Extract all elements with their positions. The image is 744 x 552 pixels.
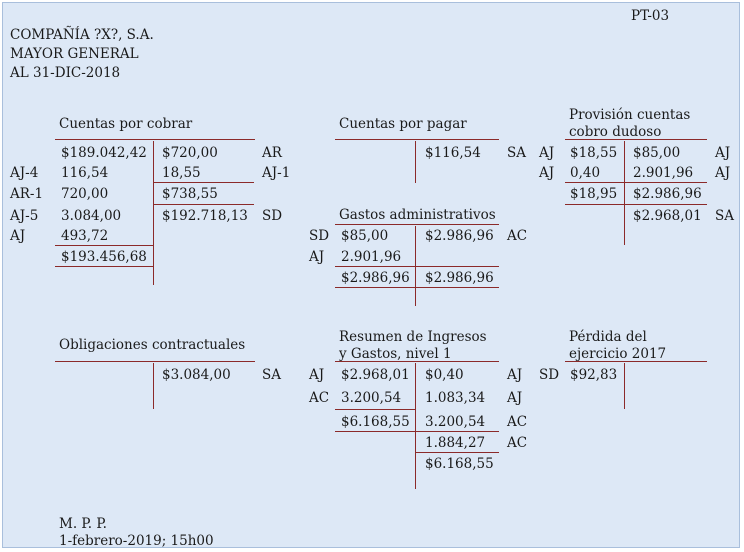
credit-code: AC (507, 228, 528, 244)
credit-amount: 18,55 (162, 165, 201, 181)
credit-amount: $116,54 (425, 145, 481, 161)
total-line (335, 431, 416, 432)
credit-code: AC (507, 435, 528, 451)
author-datetime: 1-febrero-2019; 15h00 (59, 533, 214, 549)
t-account-top-line (335, 224, 499, 225)
credit-code: SA (507, 145, 526, 161)
debit-amount: 116,54 (61, 165, 109, 181)
t-account-divider (153, 141, 154, 285)
t-account-divider (624, 363, 625, 409)
subtotal-line (55, 245, 154, 246)
report-title: MAYOR GENERAL (10, 46, 139, 62)
account-title: y Gastos, nivel 1 (339, 346, 452, 362)
subtotal-line (154, 204, 254, 205)
company-name: COMPAÑÍA ?X?, S.A. (10, 27, 154, 43)
account-title: Provisión cuentas (569, 107, 691, 123)
credit-amount: $738,55 (162, 186, 218, 202)
t-account-top-line (565, 139, 707, 140)
ledger-sheet (2, 2, 740, 548)
total-line (565, 204, 625, 205)
report-date: AL 31-DIC-2018 (10, 65, 121, 81)
credit-code: AC (507, 414, 528, 430)
debit-code: SD (539, 367, 560, 383)
credit-code: AJ (715, 165, 731, 181)
debit-amount: 493,72 (61, 228, 109, 244)
credit-total: $6.168,55 (425, 456, 494, 472)
t-account-divider (624, 141, 625, 245)
debit-total: $18,95 (570, 186, 618, 202)
debit-code: AJ (539, 145, 555, 161)
credit-amount: 2.901,96 (633, 165, 694, 181)
credit-amount: $0,40 (425, 367, 464, 383)
debit-amount: $18,55 (570, 145, 618, 161)
debit-amount: $85,00 (341, 228, 389, 244)
account-title: Cuentas por cobrar (59, 116, 193, 132)
credit-code: AJ-1 (262, 165, 291, 181)
t-account-top-line (55, 361, 255, 362)
debit-total: $6.168,55 (341, 414, 410, 430)
credit-amount: $3.084,00 (162, 367, 231, 383)
credit-code: SD (262, 208, 283, 224)
debit-amount: $2.968,01 (341, 367, 410, 383)
debit-code: AJ (10, 228, 26, 244)
debit-code: AJ-4 (10, 165, 39, 181)
account-title: Obligaciones contractuales (59, 337, 246, 353)
t-account-top-line (565, 361, 707, 362)
debit-amount: 2.901,96 (341, 249, 402, 265)
debit-code: AJ (539, 165, 555, 181)
account-title: Cuentas por pagar (339, 116, 467, 132)
debit-amount: $92,83 (570, 367, 618, 383)
author-initials: M. P. P. (59, 516, 107, 532)
credit-amount: 1.884,27 (425, 435, 486, 451)
t-account-top-line (335, 361, 499, 362)
subtotal-line (416, 452, 499, 453)
debit-amount: 3.084,00 (61, 208, 122, 224)
t-account-divider (415, 141, 416, 183)
account-title: ejercicio 2017 (569, 346, 667, 362)
credit-total: $2.986,96 (425, 270, 494, 286)
credit-code: AJ (715, 145, 731, 161)
account-title: Pérdida del (569, 329, 647, 345)
credit-amount: $192.718,13 (162, 208, 248, 224)
subtotal-line (154, 182, 254, 183)
t-account-divider (415, 363, 416, 489)
debit-code: AJ (309, 367, 325, 383)
debit-amount: 3.200,54 (341, 390, 402, 406)
account-title: Resumen de Ingresos (339, 329, 487, 345)
credit-amount: $2.986,96 (425, 228, 494, 244)
subtotal-line (335, 409, 416, 410)
credit-code: SA (715, 208, 734, 224)
subtotal-line (625, 182, 707, 183)
debit-amount: $189.042,42 (61, 145, 147, 161)
t-account-divider (153, 363, 154, 409)
debit-code: SD (309, 228, 330, 244)
credit-code: SA (262, 367, 281, 383)
account-title: cobro dudoso (569, 124, 662, 140)
subtotal-line (625, 204, 707, 205)
debit-amount: 720,00 (61, 186, 109, 202)
t-account-top-line (335, 139, 499, 140)
credit-amount: $2.986,96 (633, 186, 702, 202)
credit-amount: $85,00 (633, 145, 681, 161)
total-line (55, 266, 154, 267)
credit-amount: 3.200,54 (425, 414, 486, 430)
credit-amount: $720,00 (162, 145, 218, 161)
debit-code: AC (309, 390, 330, 406)
debit-total: $2.986,96 (341, 270, 410, 286)
credit-code: AJ (507, 367, 523, 383)
credit-code: AR (262, 145, 282, 161)
account-title: Gastos administrativos (339, 207, 496, 223)
credit-amount: $2.968,01 (633, 208, 702, 224)
reference-code: PT-03 (631, 8, 670, 24)
debit-code: AR-1 (10, 186, 44, 202)
total-line (335, 287, 499, 288)
debit-total: $193.456,68 (61, 249, 147, 265)
debit-code: AJ (309, 249, 325, 265)
subtotal-line (565, 182, 625, 183)
total-line (335, 266, 499, 267)
credit-code: AJ (507, 390, 523, 406)
debit-code: AJ-5 (10, 208, 39, 224)
debit-amount: 0,40 (570, 165, 601, 181)
subtotal-line (416, 431, 499, 432)
credit-amount: 1.083,34 (425, 390, 486, 406)
t-account-top-line (55, 139, 255, 140)
